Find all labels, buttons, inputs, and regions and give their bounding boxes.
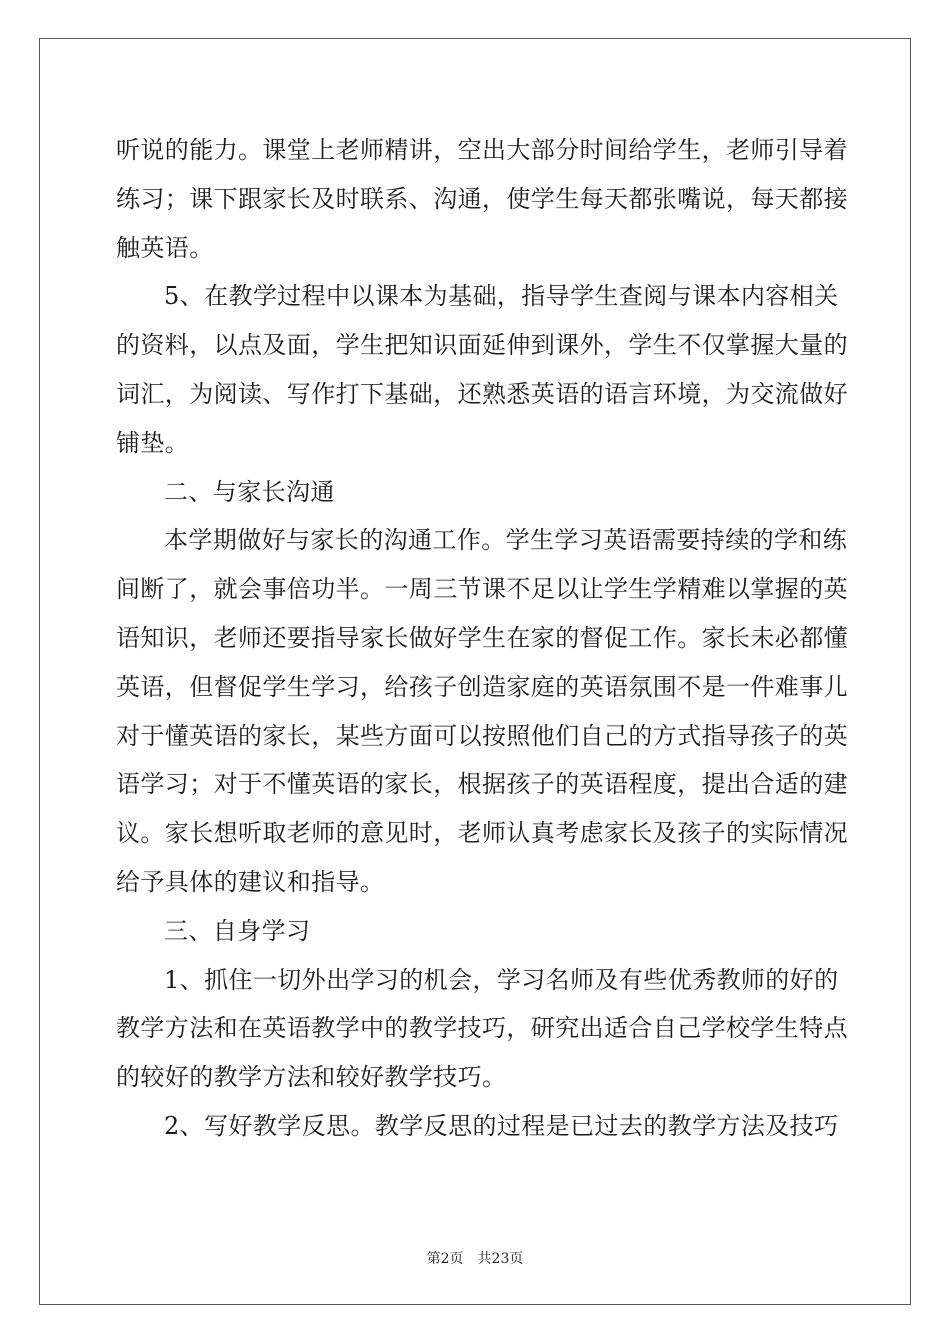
body-line: 间断了，就会事倍功半。一周三节课不足以让学生学精难以掌握的英: [116, 575, 848, 604]
body-line: 练习；课下跟家长及时联系、沟通，使学生每天都张嘴说，每天都接: [116, 184, 848, 213]
paragraph-start-line: 2、写好教学反思。教学反思的过程是已过去的教学方法及技巧: [164, 1111, 839, 1140]
body-line: 的资料，以点及面，学生把知识面延伸到课外，学生不仅掌握大量的: [116, 331, 848, 360]
body-line: 触英语。: [116, 233, 214, 262]
paragraph-start-line: 1、抓住一切外出学习的机会，学习名师及有些优秀教师的好的: [164, 965, 839, 994]
page-footer: [0, 1248, 950, 1268]
paragraph-start-line: 本学期做好与家长的沟通工作。学生学习英语需要持续的学和练: [164, 526, 848, 555]
section-heading: 三、自身学习: [164, 916, 311, 945]
body-line: 英语，但督促学生学习，给孩子创造家庭的英语氛围不是一件难事儿: [116, 672, 848, 701]
body-line: 听说的能力。课堂上老师精讲，空出大部分时间给学生，老师引导着: [116, 136, 848, 164]
body-line: 语知识，老师还要指导家长做好学生在家的督促工作。家长未必都懂: [116, 623, 848, 652]
document-body: [116, 126, 848, 1151]
body-line: 铺垫。: [116, 428, 190, 457]
section-heading: 二、与家长沟通: [164, 477, 335, 506]
body-line: 词汇，为阅读、写作打下基础，还熟悉英语的语言环境，为交流做好: [116, 379, 848, 408]
body-line: 议。家长想听取老师的意见时，老师认真考虑家长及孩子的实际情况: [116, 819, 848, 848]
page-number: 第2页: [426, 1251, 464, 1267]
body-line: 的较好的教学方法和较好教学技巧。: [116, 1063, 507, 1092]
body-line: 给予具体的建议和指导。: [116, 867, 385, 896]
body-line: 语学习；对于不懂英语的家长，根据孩子的英语程度，提出合适的建: [116, 770, 848, 799]
paragraph-start-line: 5、在教学过程中以课本为基础，指导学生查阅与课本内容相关: [164, 282, 839, 311]
body-line: 教学方法和在英语教学中的教学技巧，研究出适合自己学校学生特点: [116, 1014, 848, 1043]
body-line: 对于懂英语的家长，某些方面可以按照他们自己的方式指导孩子的英: [116, 721, 848, 750]
total-pages: 共23页: [477, 1251, 524, 1267]
